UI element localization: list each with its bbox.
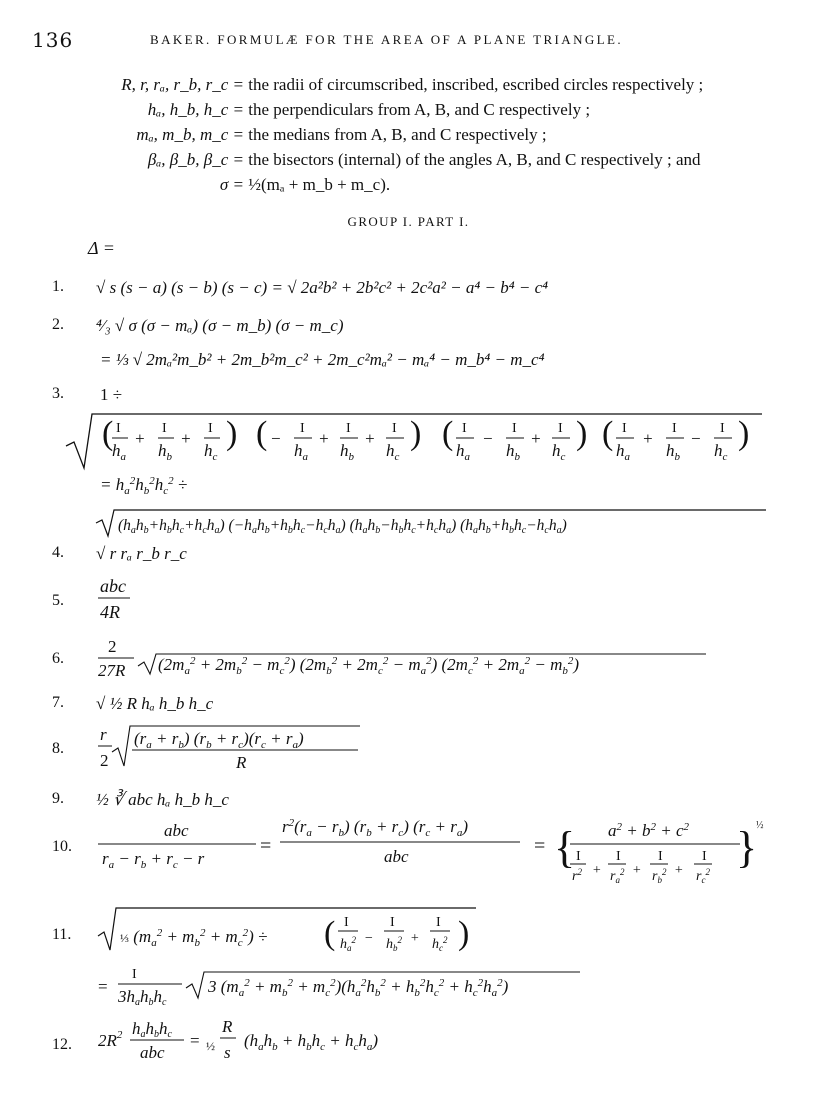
svg-text:I: I <box>720 421 725 436</box>
svg-text:I: I <box>346 421 351 436</box>
group-heading: GROUP I. PART I. <box>347 214 470 229</box>
svg-text:): ) <box>576 415 588 452</box>
svg-text:I: I <box>462 421 467 436</box>
svg-text:+: + <box>364 429 376 448</box>
definition-row <box>48 122 788 147</box>
formula-number: 10. <box>52 838 72 855</box>
svg-text:I: I <box>436 915 441 930</box>
svg-text:= ha2hb2hc2 ÷: = $h_a^2h_b^2h_c^2$ ÷ <box>100 475 188 497</box>
formula-number: 3. <box>52 385 64 402</box>
definition-symbols: βₐ, β_b, β_c = <box>147 150 244 169</box>
svg-text:−: − <box>270 429 282 448</box>
svg-text:I: I <box>162 421 167 436</box>
svg-text:(: ( <box>602 415 614 452</box>
svg-text:ha: $h_a$ <box>616 441 630 463</box>
svg-text:−: − <box>690 429 702 448</box>
svg-text:): ) <box>458 915 470 952</box>
svg-text:rc2: $r_c^2$ <box>696 867 710 885</box>
svg-text:½: ½ <box>756 820 764 831</box>
svg-text:I: I <box>672 421 677 436</box>
svg-text:abc: abc <box>140 1043 165 1062</box>
definitions <box>48 72 788 197</box>
svg-text:½: ½ <box>206 1039 215 1053</box>
svg-text:): ) <box>410 415 422 452</box>
definition-text: the medians from A, B, and C respectively ; <box>248 125 547 144</box>
svg-text:+: + <box>180 429 192 448</box>
svg-text:I: I <box>658 849 663 864</box>
formula-11-body <box>96 900 786 1010</box>
svg-text:−: − <box>482 429 494 448</box>
formula-8-body <box>96 722 376 778</box>
svg-text:(hahb + hbhc + hcha): $(h_ah_b + h_bh_c + h_ch_a)$ <box>244 1031 379 1053</box>
svg-text:I: I <box>300 421 305 436</box>
svg-text:ha: $h_a$ <box>456 441 470 463</box>
svg-text:hb2: $h_b^2$ <box>386 935 402 953</box>
svg-text:I: I <box>616 849 621 864</box>
svg-text:=: = <box>98 977 108 996</box>
formula-number: 4. <box>52 544 64 561</box>
svg-text:hb: $h_b$ <box>506 441 520 463</box>
formula-number: 1. <box>52 278 64 295</box>
svg-text:(2ma2 + 2mb2 − mc2) (2mb2 + 2m: $(2m_a^2 + 2m_b^2 - m_c^2) (2m_b^2 + 2m_c^2 - m_a^2) (2m_c^2 + 2m_a^2 - m_b^2)$ <box>158 655 580 677</box>
definition-row <box>48 72 788 97</box>
definition-text: ½(mₐ + m_b + m_c). <box>248 175 391 194</box>
running-title: BAKER. FORMULÆ FOR THE AREA OF A PLANE TRIANGLE. <box>150 32 623 47</box>
svg-text:ha2: $h_a^2$ <box>340 935 356 953</box>
formula-10-body <box>96 814 776 900</box>
svg-text:ra − rb + rc − r: $r_a - r_b + r_c - r$ <box>102 849 205 871</box>
svg-text:+: + <box>632 863 642 878</box>
definition-text: the radii of circumscribed, inscribed, escribed circles respectively ; <box>248 75 704 94</box>
svg-text:hb: $h_b$ <box>666 441 680 463</box>
svg-text:I: I <box>622 421 627 436</box>
svg-text:hc: $h_c$ <box>714 441 728 463</box>
svg-text:3 (ma2 + mb2 + mc2)(ha2hb2 + h: 3 $(m_a^2 + m_b^2 + m_c^2)(h_a^2h_b^2 + h_b^2h_c^2 + h_c^2h_a^2)$ <box>208 977 509 999</box>
svg-text:−: − <box>364 931 374 946</box>
delta-label: Δ = <box>88 238 115 258</box>
svg-text:(ra + rb) (rb + rc)(rc + ra): $(r_a + r_b) (r_b + r_c)(r_c + r_a)$ <box>134 729 304 751</box>
svg-text:(: ( <box>102 415 114 452</box>
definition-symbols: hₐ, h_b, h_c = <box>147 100 244 119</box>
svg-text:hahbhc: hahbhc <box>132 1019 172 1040</box>
svg-text:}: } <box>736 823 758 872</box>
formula-expression: ⁴⁄₃ √ σ (σ − mₐ) (σ − m_b) (σ − m_c) <box>96 316 344 335</box>
svg-text:abc: abc <box>164 821 189 840</box>
svg-text:I: I <box>116 421 121 436</box>
svg-text:): ) <box>226 415 238 452</box>
svg-text:(hahb+hbhc+hcha) (−hahb+hbhc−h: (hahb+hbhc+hcha) (−hahb+hbhc−hcha) (hahb−hbhc+hcha) (hahb+hbhc−hcha) <box>118 517 567 536</box>
svg-text:r2: $r^2$ <box>572 867 582 884</box>
svg-text:R: R <box>236 753 247 772</box>
svg-text:I: I <box>390 915 395 930</box>
svg-text:+: + <box>410 931 420 946</box>
svg-text:rb2: $r_b^2$ <box>652 867 667 885</box>
formula-number: 7. <box>52 694 64 711</box>
svg-text:hc: $h_c$ <box>552 441 566 463</box>
definition-row <box>48 147 788 172</box>
svg-text:abc: abc <box>384 847 409 866</box>
formula-6-body <box>96 634 716 684</box>
formula-number: 9. <box>52 790 64 807</box>
svg-text:3hahbhc: 3hahbhc <box>118 987 167 1008</box>
svg-text:s: s <box>224 1043 231 1062</box>
formula-number: 11. <box>52 926 72 943</box>
svg-text:4R: 4R <box>100 602 120 622</box>
svg-text:I: I <box>392 421 397 436</box>
definition-symbols: σ = <box>219 175 244 194</box>
svg-text:{: { <box>554 823 576 872</box>
svg-text:R: R <box>222 1017 233 1036</box>
formula-expression: √ s (s − a) (s − b) (s − c) = √ 2a²b² + 2b²c² + 2c²a² − a⁴ − b⁴ − c⁴ <box>96 278 549 297</box>
formula-expression: ½ ∛ abc hₐ h_b h_c <box>96 790 229 809</box>
svg-text:+: + <box>592 863 602 878</box>
formula-expression: 1 ÷ <box>100 385 123 404</box>
formula-number: 2. <box>52 316 64 333</box>
svg-text:ha: $h_a$ <box>112 441 126 463</box>
svg-text:I: I <box>702 849 707 864</box>
svg-text:+: + <box>318 429 330 448</box>
svg-text:27R: 27R <box>98 661 126 680</box>
svg-text:⅓ (ma2 + mb2 + mc2) ÷: ⅓ $(m_a^2 + m_b^2 + m_c^2)$ ÷ <box>120 927 268 949</box>
svg-text:I: I <box>558 421 563 436</box>
svg-text:I: I <box>208 421 213 436</box>
svg-text:): ) <box>738 415 750 452</box>
svg-text:I: I <box>344 915 349 930</box>
formula-number: 8. <box>52 740 64 757</box>
svg-text:(: ( <box>324 915 336 952</box>
svg-text:hb: $h_b$ <box>340 441 354 463</box>
svg-text:(: ( <box>442 415 454 452</box>
svg-text:r2(ra − rb) (rb + rc) (rc + ra: $r^2(r_a - r_b) (r_b + r_c) (r_c + r_a)$ <box>282 817 469 839</box>
svg-text:r: r <box>100 725 107 744</box>
svg-text:=: = <box>534 835 546 857</box>
definition-row <box>48 172 788 197</box>
formula-expression: √ r rₐ r_b r_c <box>96 544 187 563</box>
svg-text:+: + <box>674 863 684 878</box>
svg-text:I: I <box>576 849 581 864</box>
formula-12-body <box>96 1014 516 1070</box>
formula-5-fraction <box>96 574 156 624</box>
definition-text: the bisectors (internal) of the angles A, B, and C respectively ; and <box>248 150 701 169</box>
svg-text:+: + <box>134 429 146 448</box>
definition-symbols: R, r, rₐ, r_b, r_c = <box>121 75 244 94</box>
formula-number: 12. <box>52 1036 72 1053</box>
svg-text:abc: abc <box>100 576 126 596</box>
formula-2-continuation: = ⅓ √ 2mₐ²m_b² + 2m_b²m_c² + 2m_c²mₐ² − mₐ⁴ − m_b⁴ − m_c⁴ <box>100 350 545 369</box>
svg-text:hc: $h_c$ <box>386 441 400 463</box>
svg-text:=: = <box>190 1031 200 1050</box>
svg-text:I: I <box>512 421 517 436</box>
svg-text:ra2: $r_a^2$ <box>610 867 625 885</box>
formula-expression: √ ½ R hₐ h_b h_c <box>96 694 214 713</box>
svg-text:+: + <box>642 429 654 448</box>
svg-text:2: 2 <box>100 751 109 770</box>
svg-text:2: 2 <box>108 637 117 656</box>
formula-number: 6. <box>52 650 64 667</box>
definition-row <box>48 97 788 122</box>
svg-text:hc: $h_c$ <box>204 441 218 463</box>
svg-text:2R2: $2R^2$ <box>98 1029 123 1050</box>
svg-text:hb: $h_b$ <box>158 441 172 463</box>
definition-symbols: mₐ, m_b, m_c = <box>136 125 244 144</box>
svg-text:hc2: $h_c^2$ <box>432 935 448 953</box>
definition-text: the perpendiculars from A, B, and C respectively ; <box>248 100 591 119</box>
formula-3-body <box>62 410 772 550</box>
formula-number: 5. <box>52 592 64 609</box>
svg-text:ha: $h_a$ <box>294 441 308 463</box>
svg-text:+: + <box>530 429 542 448</box>
page-number: 136 <box>32 28 74 52</box>
svg-text:=: = <box>260 835 272 857</box>
running-head <box>32 28 777 54</box>
svg-text:I: I <box>132 967 137 982</box>
svg-text:(: ( <box>256 415 268 452</box>
svg-text:a2 + b2 + c2: $a^2 + b^2 + c^2$ <box>608 821 690 840</box>
